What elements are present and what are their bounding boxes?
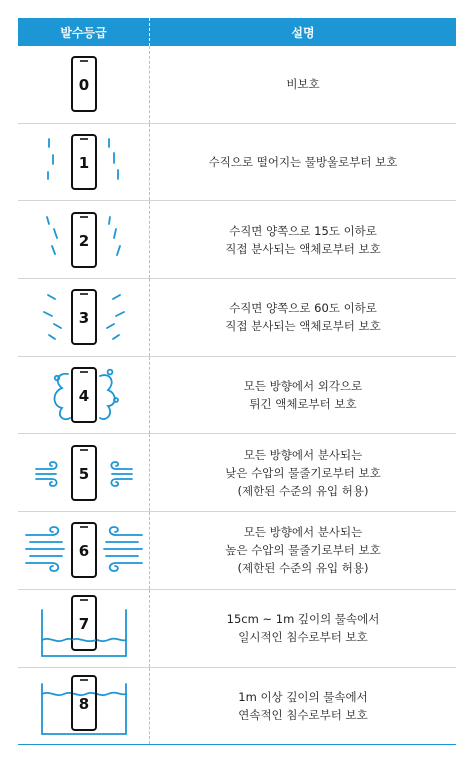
table-row bbox=[18, 46, 456, 124]
description-line: 수직면 양쪽으로 15도 이하로 bbox=[229, 223, 377, 238]
vertical-drip-icon bbox=[18, 124, 150, 201]
description-line: 비보호 bbox=[286, 77, 320, 92]
row-description bbox=[150, 512, 456, 589]
svg-text:5: 5 bbox=[78, 464, 89, 483]
water-resistance-table bbox=[18, 18, 456, 745]
description-line: 수직으로 떨어지는 물방울로부터 보호 bbox=[208, 155, 398, 170]
table-row bbox=[18, 279, 456, 357]
description-line: 모든 방향에서 분사되는 bbox=[243, 447, 363, 462]
table-header bbox=[18, 18, 456, 46]
row-description bbox=[150, 201, 456, 278]
row-description bbox=[150, 668, 456, 745]
svg-text:7: 7 bbox=[78, 615, 89, 634]
row-description bbox=[150, 46, 456, 123]
description-line: 수직면 양쪽으로 60도 이하로 bbox=[229, 301, 377, 316]
svg-text:1: 1 bbox=[78, 154, 89, 173]
svg-text:4: 4 bbox=[78, 387, 89, 406]
svg-text:6: 6 bbox=[78, 542, 89, 561]
table-row bbox=[18, 668, 456, 746]
description-line: 튀긴 액체로부터 보호 bbox=[249, 397, 357, 412]
header-grade: 발수등급 bbox=[18, 18, 150, 46]
table-row bbox=[18, 124, 456, 202]
water-jet-icon bbox=[18, 434, 150, 511]
svg-text:8: 8 bbox=[78, 694, 89, 713]
description-line: (제한된 수준의 유입 허용) bbox=[237, 561, 369, 576]
description-line: 15cm ~ 1m 깊이의 물속에서 bbox=[226, 612, 380, 627]
table-row bbox=[18, 590, 456, 668]
description-line: 직접 분사되는 액체로부터 보호 bbox=[225, 319, 381, 334]
description-line: 높은 수압의 물줄기로부터 보호 bbox=[225, 543, 381, 558]
table-row bbox=[18, 201, 456, 279]
continuous-immersion-icon bbox=[18, 668, 150, 745]
row-description bbox=[150, 434, 456, 511]
svg-text:2: 2 bbox=[78, 231, 89, 250]
splash-icon bbox=[18, 357, 150, 434]
description-line: 연속적인 침수로부터 보호 bbox=[238, 707, 368, 722]
description-line: 1m 이상 깊이의 물속에서 bbox=[238, 689, 368, 704]
header-description: 설명 bbox=[291, 25, 315, 40]
row-description bbox=[150, 279, 456, 356]
description-line: 모든 방향에서 외각으로 bbox=[243, 379, 363, 394]
row-description bbox=[150, 357, 456, 434]
description-line: 낮은 수압의 물줄기로부터 보호 bbox=[225, 465, 381, 480]
svg-text:0: 0 bbox=[78, 76, 89, 95]
table-row bbox=[18, 434, 456, 512]
table-row bbox=[18, 357, 456, 435]
row-description bbox=[150, 124, 456, 201]
row-description bbox=[150, 590, 456, 667]
description-line: 일시적인 침수로부터 보호 bbox=[238, 630, 368, 645]
description-line: (제한된 수준의 유입 허용) bbox=[237, 483, 369, 498]
phone-icon bbox=[18, 46, 150, 123]
description-line: 직접 분사되는 액체로부터 보호 bbox=[225, 241, 381, 256]
table-row bbox=[18, 512, 456, 590]
description-line: 모든 방향에서 분사되는 bbox=[243, 525, 363, 540]
temporary-immersion-icon bbox=[18, 590, 150, 667]
svg-text:3: 3 bbox=[78, 309, 89, 328]
angled-drip-15-icon bbox=[18, 201, 150, 278]
angled-spray-60-icon bbox=[18, 279, 150, 356]
powerful-jet-icon bbox=[18, 512, 150, 589]
